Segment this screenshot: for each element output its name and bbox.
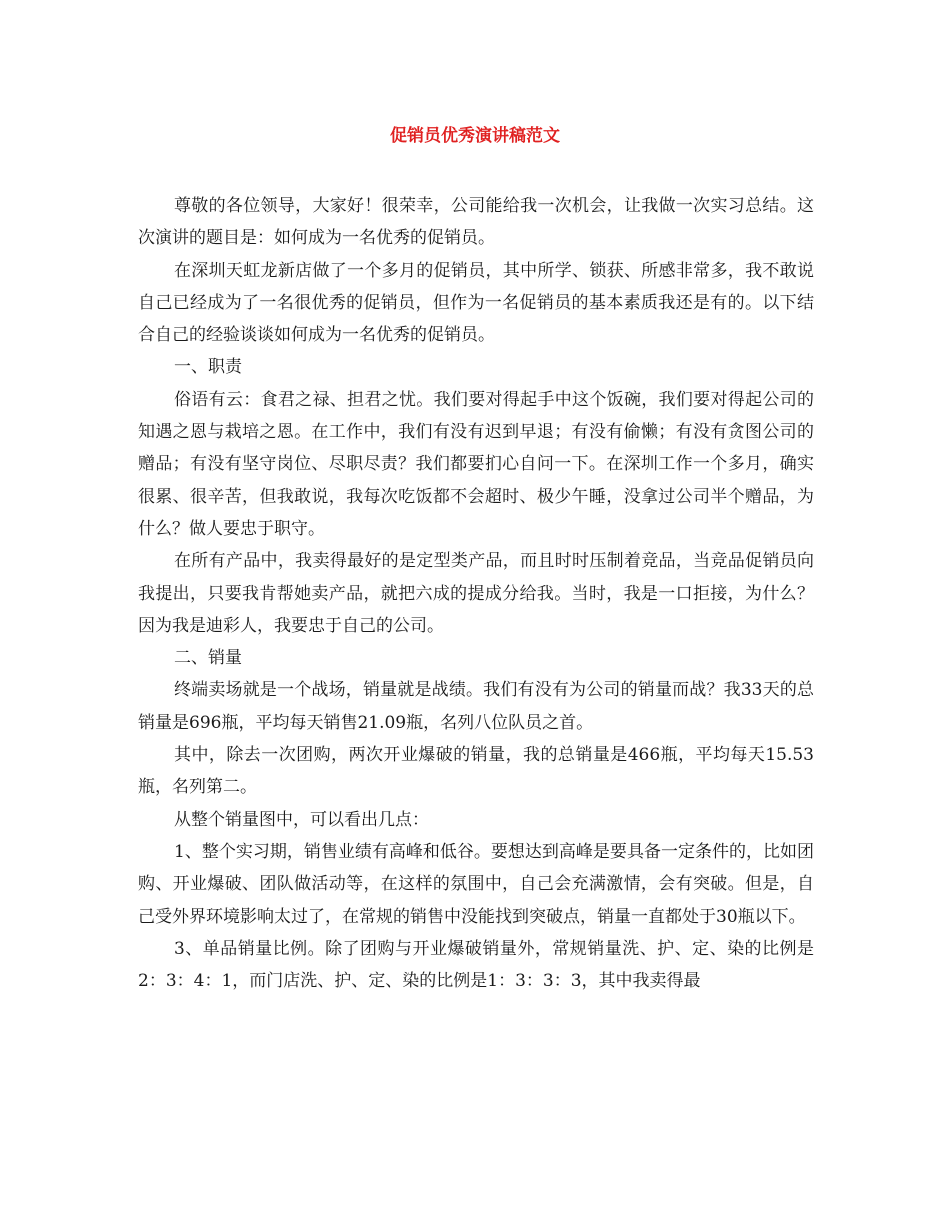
paragraph: 俗语有云：食君之禄、担君之忧。我们要对得起手中这个饭碗，我们要对得起公司的知遇之恩与栽培之恩。在工作中，我们有没有迟到早退；有没有偷懒；有没有贪图公司的赠品；有没有坚守岗位、尽职尽责？我们都要扪心自问一下。在深圳工作一个多月，确实很累、很辛苦，但我敢说，我每次吃饭都不会超时、极少午睡，没拿过公司半个赠品，为什么？做人要忠于职守。 [138,389,814,539]
paragraph: 3、单品销量比例。除了团购与开业爆破销量外，常规销量洗、护、定、染的比例是2：3：4：1，而门店洗、护、定、染的比例是1：3：3：3，其中我卖得最 [138,938,814,992]
paragraph: 尊敬的各位领导，大家好！很荣幸，公司能给我一次机会，让我做一次实习总结。这次演讲的题目是：如何成为一名优秀的促销员。 [138,196,814,249]
paragraph: 在所有产品中，我卖得最好的是定型类产品，而且时时压制着竞品，当竞品促销员向我提出，只要我肯帮她卖产品，就把六成的提成分给我。当时，我是一口拒接，为什么？因为我是迪彩人，我要忠于自己的公司。 [138,551,814,636]
paragraph: 从整个销量图中，可以看出几点： [174,809,429,830]
paragraph: 在深圳天虹龙新店做了一个多月的促销员，其中所学、锁获、所感非常多，我不敢说自己已经成为了一名很优秀的促销员，但作为一名促销员的基本素质我还是有的。以下结合自己的经验谈谈如何成为一名优秀的促销员。 [138,260,814,346]
document-body [138,190,814,997]
document-title: 促销员优秀演讲稿范文 [390,126,560,146]
paragraph: 终端卖场就是一个战场，销量就是战绩。我们有没有为公司的销量而战？我33天的总销量是696瓶，平均每天销售21.09瓶，名列八位队员之首。 [138,680,814,733]
paragraph: 1、整个实习期，销售业绩有高峰和低谷。要想达到高峰是要具备一定条件的，比如团购、开业爆破、团队做活动等，在这样的氛围中，自己会充满激情，会有突破。但是，自己受外界环境影响太过了，在常规的销售中没能找到突破点，销量一直都处于30瓶以下。 [138,841,814,927]
paragraph: 其中，除去一次团购，两次开业爆破的销量，我的总销量是466瓶，平均每天15.53瓶，名列第二。 [138,745,814,798]
section-heading: 二、销量 [174,648,242,669]
section-heading: 一、职责 [174,357,242,378]
